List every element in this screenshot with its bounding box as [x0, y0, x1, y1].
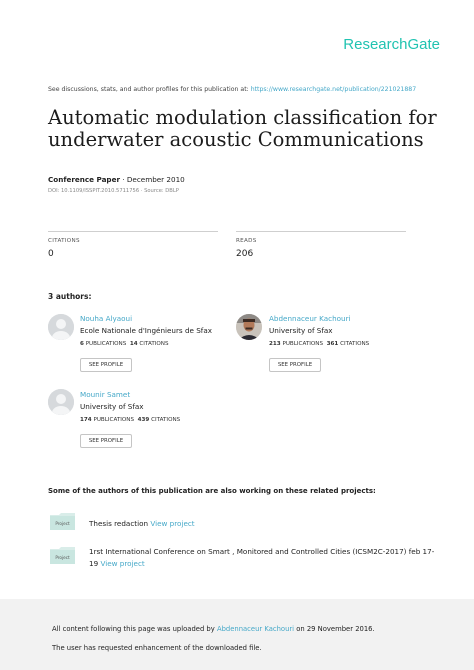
project-title: 1rst International Conference on Smart , Monitored and Controlled Cities (ICSM2C-2017) feb 17-19	[89, 547, 435, 568]
author-institution: Ecole Nationale d'Ingénieurs de Sfax	[80, 326, 212, 335]
avatar-placeholder-icon[interactable]	[48, 389, 74, 415]
footer-upload-line	[52, 625, 375, 633]
reads-divider	[236, 231, 406, 232]
author-name-link[interactable]: Nouha Alyaoui	[80, 314, 133, 323]
avatar-placeholder-icon[interactable]	[48, 314, 74, 340]
author-photo-avatar[interactable]	[236, 314, 262, 340]
author-institution: University of Sfax	[80, 402, 144, 411]
view-project-link[interactable]: View project	[150, 519, 195, 528]
citations-value: 0	[48, 249, 54, 259]
author-stats	[80, 341, 169, 347]
discussion-line	[48, 86, 416, 93]
publications-label: PUBLICATIONS	[282, 341, 324, 347]
citations-count-label: CITATIONS	[340, 341, 370, 347]
view-project-link[interactable]: View project	[100, 559, 145, 568]
projects-heading: Some of the authors of this publication are also working on these related projects:	[48, 487, 376, 495]
discussion-text: See discussions, stats, and author profiles for this publication at:	[48, 86, 249, 93]
citations-count: 14	[129, 341, 138, 347]
uploader-link[interactable]: Abdennaceur Kachouri	[216, 625, 295, 633]
authors-heading: 3 authors:	[48, 292, 92, 301]
publications-count: 213	[269, 341, 281, 347]
publication-url-link[interactable]: https://www.researchgate.net/publication/221021887	[250, 86, 417, 93]
citations-count: 361	[326, 341, 339, 347]
paper-title: Automatic modulation classification for underwater acoustic Communications	[48, 106, 437, 151]
publications-count: 174	[80, 417, 92, 423]
author-name-link[interactable]: Abdennaceur Kachouri	[269, 314, 351, 323]
project-icon-label: Project	[55, 521, 70, 526]
author-stats	[80, 417, 180, 423]
see-profile-button[interactable]: SEE PROFILE	[269, 358, 321, 372]
reads-value: 206	[236, 249, 254, 259]
citations-label: CITATIONS	[48, 238, 80, 244]
paper-date: · December 2010	[122, 175, 185, 184]
publications-label: PUBLICATIONS	[93, 417, 135, 423]
reads-label: READS	[236, 238, 257, 244]
researchgate-logo[interactable]: ResearchGate	[343, 36, 440, 53]
citations-divider	[48, 231, 218, 232]
author-institution: University of Sfax	[269, 326, 333, 335]
author-name-link[interactable]: Mounir Samet	[80, 390, 131, 399]
footer-note: The user has requested enhancement of the downloaded file.	[52, 644, 262, 652]
project-title: Thesis redaction	[89, 519, 149, 528]
footer-band	[0, 599, 474, 670]
paper-type: Conference Paper	[48, 175, 120, 184]
citations-count-label: CITATIONS	[139, 341, 169, 347]
footer-prefix: All content following this page was uploaded by	[52, 625, 215, 633]
author-stats	[269, 341, 369, 347]
publications-label: PUBLICATIONS	[85, 341, 127, 347]
paper-doi: DOI: 10.1109/ISSPIT.2010.5711756 · Source: DBLP	[48, 188, 179, 194]
project-folder-icon	[50, 547, 75, 564]
publications-count: 6	[80, 341, 84, 347]
project-folder-icon	[50, 513, 75, 530]
citations-count: 439	[137, 417, 150, 423]
footer-suffix: on 29 November 2016.	[296, 625, 375, 633]
see-profile-button[interactable]: SEE PROFILE	[80, 358, 132, 372]
citations-count-label: CITATIONS	[151, 417, 181, 423]
see-profile-button[interactable]: SEE PROFILE	[80, 434, 132, 448]
paper-type-line	[48, 175, 185, 184]
project-item	[89, 546, 439, 570]
project-item	[89, 518, 429, 530]
project-icon-label: Project	[55, 555, 70, 560]
